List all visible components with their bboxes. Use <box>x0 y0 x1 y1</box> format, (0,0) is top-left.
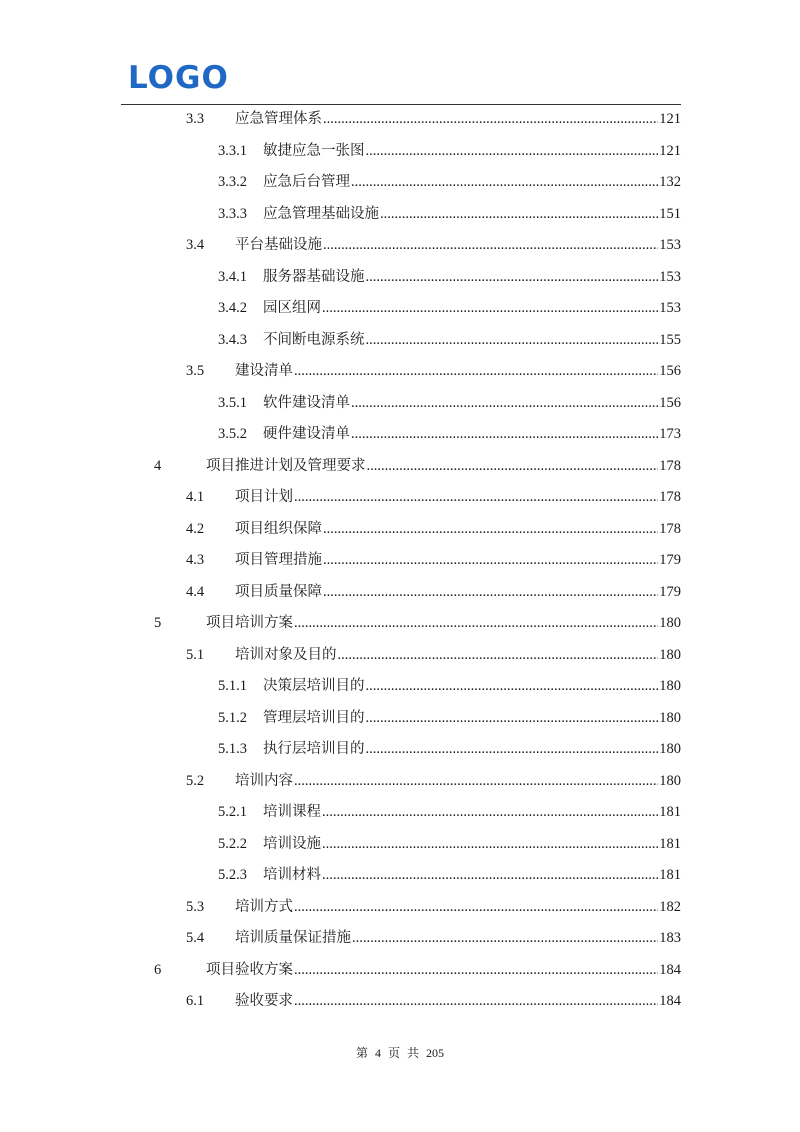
toc-entry[interactable] <box>186 548 681 579</box>
toc-entry[interactable] <box>186 580 681 611</box>
toc-entry[interactable] <box>154 454 681 485</box>
toc-entry-number: 3.4 <box>186 237 205 253</box>
toc-entry-number: 5.1.3 <box>218 741 247 757</box>
toc-entry-page: 178 <box>659 489 681 505</box>
toc-entry-number: 3.5.1 <box>218 394 247 411</box>
toc-entry[interactable] <box>218 800 681 831</box>
toc-entry-title: 培训设施 <box>263 835 321 852</box>
toc-entry[interactable] <box>218 202 681 233</box>
toc-entry-title: 项目培训方案 <box>206 615 293 631</box>
toc-entry-page: 155 <box>659 331 681 348</box>
toc-entry-title: 园区组网 <box>263 300 321 316</box>
toc-entry-page: 151 <box>659 205 681 222</box>
toc-entry-title: 培训内容 <box>235 772 293 789</box>
toc-entry[interactable] <box>186 895 681 926</box>
toc-leader-dots <box>380 206 658 223</box>
toc-entry-page: 156 <box>659 394 681 411</box>
toc-leader-dots <box>322 804 658 821</box>
toc-entry[interactable] <box>186 643 681 674</box>
toc-entry-page: 153 <box>659 268 681 285</box>
toc-entry[interactable] <box>186 517 681 548</box>
toc-entry[interactable] <box>218 296 681 327</box>
toc-leader-dots <box>294 489 658 506</box>
toc-entry-number: 5.2.3 <box>218 867 247 883</box>
toc-entry-page: 180 <box>659 772 681 789</box>
toc-entry-number: 4.2 <box>186 520 205 537</box>
toc-entry-title: 不间断电源系统 <box>263 331 365 348</box>
toc-entry-page: 181 <box>659 835 681 852</box>
toc-entry-title: 服务器基础设施 <box>263 268 365 285</box>
toc-entry[interactable] <box>186 485 681 516</box>
toc-entry-number: 4.3 <box>186 552 205 568</box>
header-divider <box>121 104 681 105</box>
logo: LOGO <box>128 60 229 96</box>
toc-entry-title: 执行层培训目的 <box>263 741 365 757</box>
toc-entry-page: 180 <box>659 741 681 757</box>
toc-entry[interactable] <box>218 674 681 705</box>
toc-leader-dots <box>323 237 658 254</box>
toc-entry-title: 应急管理基础设施 <box>263 205 379 222</box>
toc-entry[interactable] <box>218 706 681 737</box>
toc-entry-number: 3.3.1 <box>218 142 247 159</box>
toc-entry-title: 项目验收方案 <box>206 961 293 978</box>
toc-entry-title: 培训方式 <box>235 898 293 915</box>
toc-entry-title: 应急后台管理 <box>263 174 350 190</box>
toc-entry[interactable] <box>186 769 681 800</box>
toc-entry-page: 178 <box>659 520 681 537</box>
toc-entry-page: 132 <box>659 174 681 190</box>
toc-entry-title: 培训材料 <box>263 867 321 883</box>
toc-entry-number: 3.4.1 <box>218 268 247 285</box>
toc-leader-dots <box>366 332 659 349</box>
toc-entry-title: 项目推进计划及管理要求 <box>206 457 366 474</box>
toc-entry-title: 培训课程 <box>263 804 321 820</box>
toc-leader-dots <box>322 300 658 317</box>
toc-entry[interactable] <box>218 737 681 768</box>
toc-entry-title: 敏捷应急一张图 <box>263 142 365 159</box>
toc-entry[interactable] <box>218 832 681 863</box>
toc-leader-dots <box>294 962 658 979</box>
toc-entry-number: 5.2 <box>186 772 205 789</box>
toc-entry-number: 3.4.2 <box>218 300 247 316</box>
toc-entry-title: 管理层培训目的 <box>263 709 365 726</box>
toc-entry-number: 5.2.2 <box>218 835 247 852</box>
toc-entry[interactable] <box>218 139 681 170</box>
toc-entry-page: 180 <box>659 615 681 631</box>
toc-entry-title: 平台基础设施 <box>235 237 322 253</box>
toc-entry-title: 项目组织保障 <box>235 520 322 537</box>
toc-entry-title: 培训对象及目的 <box>235 646 337 663</box>
toc-leader-dots <box>294 993 658 1010</box>
toc-entry[interactable] <box>186 359 681 390</box>
toc-entry-page: 156 <box>659 363 681 379</box>
toc-entry-page: 181 <box>659 804 681 820</box>
toc-entry-title: 培训质量保证措施 <box>235 930 351 946</box>
toc-entry-number: 3.5.2 <box>218 426 247 442</box>
toc-entry-page: 182 <box>659 898 681 915</box>
toc-entry-page: 178 <box>659 457 681 474</box>
toc-entry-page: 153 <box>659 300 681 316</box>
toc-entry-number: 5.2.1 <box>218 804 247 820</box>
toc-entry[interactable] <box>186 926 681 957</box>
toc-leader-dots <box>351 174 658 191</box>
toc-entry-page: 173 <box>659 426 681 442</box>
toc-entry-page: 121 <box>659 111 681 127</box>
toc-entry-page: 180 <box>659 709 681 726</box>
toc-entry-number: 5.1.1 <box>218 678 247 694</box>
toc-entry-number: 3.5 <box>186 363 205 379</box>
toc-entry-number: 3.3.3 <box>218 205 247 222</box>
toc-entry-number: 3.4.3 <box>218 331 247 348</box>
page-footer: 第 4 页 共 205 <box>355 1046 444 1060</box>
toc-leader-dots <box>294 773 658 790</box>
toc-leader-dots <box>323 111 658 128</box>
toc-entry-page: 181 <box>659 867 681 883</box>
toc-entry-page: 121 <box>659 142 681 159</box>
toc-entry-number: 3.3 <box>186 111 205 127</box>
toc-entry-title: 项目计划 <box>235 489 293 505</box>
toc-entry-number: 4.4 <box>186 583 205 600</box>
toc-leader-dots <box>294 899 658 916</box>
toc-entry[interactable] <box>218 863 681 894</box>
toc-entry-number: 3.3.2 <box>218 174 247 190</box>
toc-entry-page: 180 <box>659 646 681 663</box>
toc-leader-dots <box>323 584 658 601</box>
toc-entry-title: 应急管理体系 <box>235 111 322 127</box>
toc-entry-number: 5.1 <box>186 646 205 663</box>
toc-leader-dots <box>367 458 659 475</box>
toc-leader-dots <box>366 143 659 160</box>
toc-entry-title: 决策层培训目的 <box>263 678 365 694</box>
toc-entry-page: 180 <box>659 678 681 694</box>
toc-leader-dots <box>366 678 659 695</box>
toc-leader-dots <box>323 521 658 538</box>
toc-entry-page: 153 <box>659 237 681 253</box>
toc-entry[interactable] <box>186 989 681 1020</box>
toc-entry[interactable] <box>218 265 681 296</box>
toc-entry-title: 建设清单 <box>235 363 293 379</box>
toc-entry[interactable] <box>218 391 681 422</box>
toc-entry-number: 5.3 <box>186 898 205 915</box>
toc-entry[interactable] <box>186 107 681 138</box>
toc-entry[interactable] <box>218 170 681 201</box>
toc-entry-number: 4 <box>154 457 162 474</box>
toc-entry[interactable] <box>186 233 681 264</box>
toc-entry-number: 6 <box>154 961 162 978</box>
toc-leader-dots <box>294 363 658 380</box>
toc-leader-dots <box>294 615 658 632</box>
toc-leader-dots <box>351 426 658 443</box>
toc-entry-title: 软件建设清单 <box>263 394 350 411</box>
toc-entry-number: 5.1.2 <box>218 709 247 726</box>
toc-entry-page: 184 <box>659 993 681 1009</box>
toc-entry-title: 验收要求 <box>235 993 293 1009</box>
toc-entry[interactable] <box>154 611 681 642</box>
toc-leader-dots <box>366 710 659 727</box>
toc-leader-dots <box>322 836 658 853</box>
toc-entry[interactable] <box>218 422 681 453</box>
toc-leader-dots <box>322 867 658 884</box>
toc-entry-page: 184 <box>659 961 681 978</box>
toc-entry-number: 6.1 <box>186 993 205 1009</box>
toc-entry-number: 5 <box>154 615 162 631</box>
toc-entry-page: 179 <box>659 552 681 568</box>
toc-entry[interactable] <box>218 328 681 359</box>
toc-entry-page: 179 <box>659 583 681 600</box>
toc-leader-dots <box>351 395 658 412</box>
toc-leader-dots <box>366 741 659 758</box>
toc-leader-dots <box>323 552 658 569</box>
toc-entry-number: 5.4 <box>186 930 205 946</box>
toc-leader-dots <box>366 269 659 286</box>
toc-entry[interactable] <box>154 958 681 989</box>
toc-entry-number: 4.1 <box>186 489 205 505</box>
toc-leader-dots <box>352 930 658 947</box>
toc-entry-title: 项目管理措施 <box>235 552 322 568</box>
toc-entry-title: 项目质量保障 <box>235 583 322 600</box>
toc-entry-title: 硬件建设清单 <box>263 426 350 442</box>
toc-leader-dots <box>338 647 659 664</box>
toc-entry-page: 183 <box>659 930 681 946</box>
